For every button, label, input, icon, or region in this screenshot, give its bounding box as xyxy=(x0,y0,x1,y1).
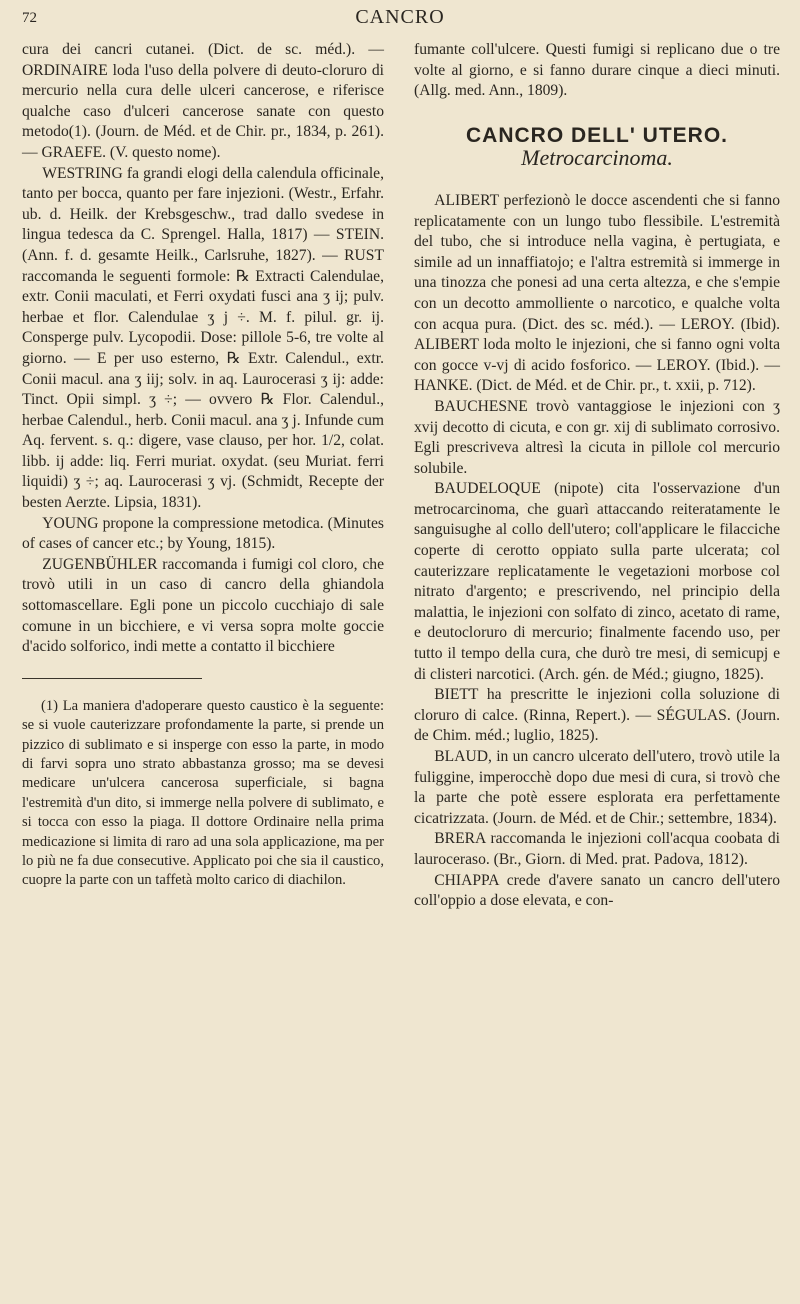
paragraph: ZUGENBÜHLER raccomanda i fumigi col cloro, che trovò utili in un caso di cancro della ghiandola sottomascellare. Egli pone un piccolo cucchiajo di sale comune in un bicchiere, e vi versa sopra molte goccie d'acido solforico, indi mette a contatto il bicchiere xyxy=(22,555,384,656)
footnote: (1) La maniera d'adoperare questo caustico è la seguente: se si vuole cauterizzare profondamente la parte, si prende un pizzico di sublimato e si insperge con esso la parte, in modo di farvi sopra uno strato abbastanza grosso; ma se devesi medicare un'ulcera cancerosa superficiale, si bagna l'estremità d'un dito, si immerge nella polvere di sublimato, e si tocca con esso la piaga. Il dottore Ordinaire nella prima medicazione si limita di raro ad una sola applicazione, ma per lo più ne fa due consecutive. Applicato poi che sia il caustico, cuopre la parte con un taffetà molto carico di diachilon. xyxy=(22,697,384,889)
paragraph: BLAUD, in un cancro ulcerato dell'utero, trovò utile la fuliggine, imperocchè dopo due mesi di cura, si trovò che la parte che potè essere esplorata era perfettamente cicatrizzata. (Journ. de Méd. et de Chir.; settembre, 1834). xyxy=(414,748,780,827)
paragraph: fumante coll'ulcere. Questi fumigi si replicano due o tre volte al giorno, e si fanno durare cinque a dieci minuti. (Allg. med. Ann., 1809). xyxy=(414,41,780,100)
paragraph: BAUDELOQUE (nipote) cita l'osservazione d'un metrocarcinoma, che guarì attaccando reiteratamente le sanguisughe al collo dell'utero; coll'applicare le filacciche coperte di cerotto oppiato sulla parte ulcerata; col cauterizzare replicatamente le vegetazioni morbose col nitrato d'argento; e prescrivendo, nel principio della malattia, le injezioni con solfato di zinco, acetato di rame, e deutocloruro di mercurio; finalmente facendo uso, per tutto il tempo della cura, che durò tre mesi, di semicupj e di clisteri narcotici. (Arch. gén. de Méd.; giugno, 1825). xyxy=(414,480,780,683)
paragraph: cura dei cancri cutanei. (Dict. de sc. méd.). — ORDINAIRE loda l'uso della polvere di deuto-cloruro di mercurio nella cura delle ulceri cancerose, e riferisce qualche caso d'ulceri cancerose sanate con questo metodo(1). (Journ. de Méd. et de Chir. pr., 1834, p. 261). — GRAEFE. (V. questo nome). xyxy=(22,41,384,161)
right-column xyxy=(414,40,780,912)
paragraph: ALIBERT perfezionò le docce ascendenti che si fanno replicatamente con un lungo tubo flessibile. L'estremità del tubo, che si introduce nella vagina, è pertugiata, e simile ad un innaffiatojo; e l'altra estremità si immerge in una tinozza che ponesi ad una certa altezza, e che s'empie con un decotto ammolliente o narcotico, e qualche volta con acqua pura. (Dict. des sc. méd.). — LEROY. (Ibid). ALIBERT loda molto le injezioni, che si fanno ogni volta con gocce v-vj di acido fosforico. — LEROY. (Ibid.). — HANKE. (Dict. de Méd. et de Chir. pr., t. xxii, p. 712). xyxy=(414,191,780,395)
page-number: 72 xyxy=(22,10,37,26)
section-subtitle: Metrocarcinoma. xyxy=(521,145,673,171)
footnote-divider xyxy=(22,678,202,679)
paragraph: BRERA raccomanda le injezioni coll'acqua coobata di lauroceraso. (Br., Giorn. di Med. prat. Padova, 1812). xyxy=(414,830,780,868)
paragraph: BIETT ha prescritte le injezioni colla soluzione di cloruro di calce. (Rinna, Repert.). — SÉGULAS. (Journ. de Chim. méd.; luglio, 1825). xyxy=(414,686,780,745)
paragraph: BAUCHESNE trovò vantaggiose le injezioni con ʒ xvij decotto di cicuta, e con gr. xij di sublimato corrosivo. Egli prescriveva altresì la cicuta in pillole col mercurio solubile. xyxy=(414,397,780,477)
left-column xyxy=(22,40,384,891)
section-title: CANCRO DELL' UTERO. xyxy=(466,123,728,147)
running-head: CANCRO xyxy=(355,6,445,28)
paragraph: CHIAPPA crede d'avere sanato un cancro dell'utero coll'oppio a dose elevata, e con- xyxy=(414,871,780,910)
paragraph: WESTRING fa grandi elogi della calendula officinale, tanto per bocca, quanto per fare injezioni. (Westr., Erfahr. ub. d. Heilk. der Krebsgeschw., trad dallo svedese in lingua tedesca da C. Sprengel. Halla, 1817) — STEIN. (Ann. f. d. gesamte Heilk., Carlsruhe, 1827). — RUST raccomanda le seguenti formole: ℞ Extracti Calendulae, extr. Conii maculati, et Ferri oxydati fusci ana ʒ ij; pulv. herbae et flor. Calendulae ʒ j ÷. M. f. pilul. gr. ij. Consperge pulv. Lycopodii. Dose: pillole 5-6, tre volte al giorno. — E per uso esterno, ℞ Extr. Calendul., extr. Conii macul. ana ʒ iij; solv. in aq. Laurocerasi ʒ ij: adde: Tinct. Opii simpl. ʒ ÷; — ovvero ℞ Flor. Calendul., herbae Calendul., herb. Conii macul. ana ʒ j. Infunde cum Aq. fervent. s. q.: digere, vase clauso, per hor. 1/2, colat. libb. ij adde: liq. Ferri muriat. oxydat. (seu Muriat. ferri liquidi) ʒ ÷; aq. Laurocerasi ʒ vj. (Schmidt, Recepte der besten Aerzte. Lipsia, 1831). xyxy=(22,164,384,512)
paragraph: YOUNG propone la compressione metodica. (Minutes of cases of cancer etc.; by Young, 1815). xyxy=(22,514,384,553)
